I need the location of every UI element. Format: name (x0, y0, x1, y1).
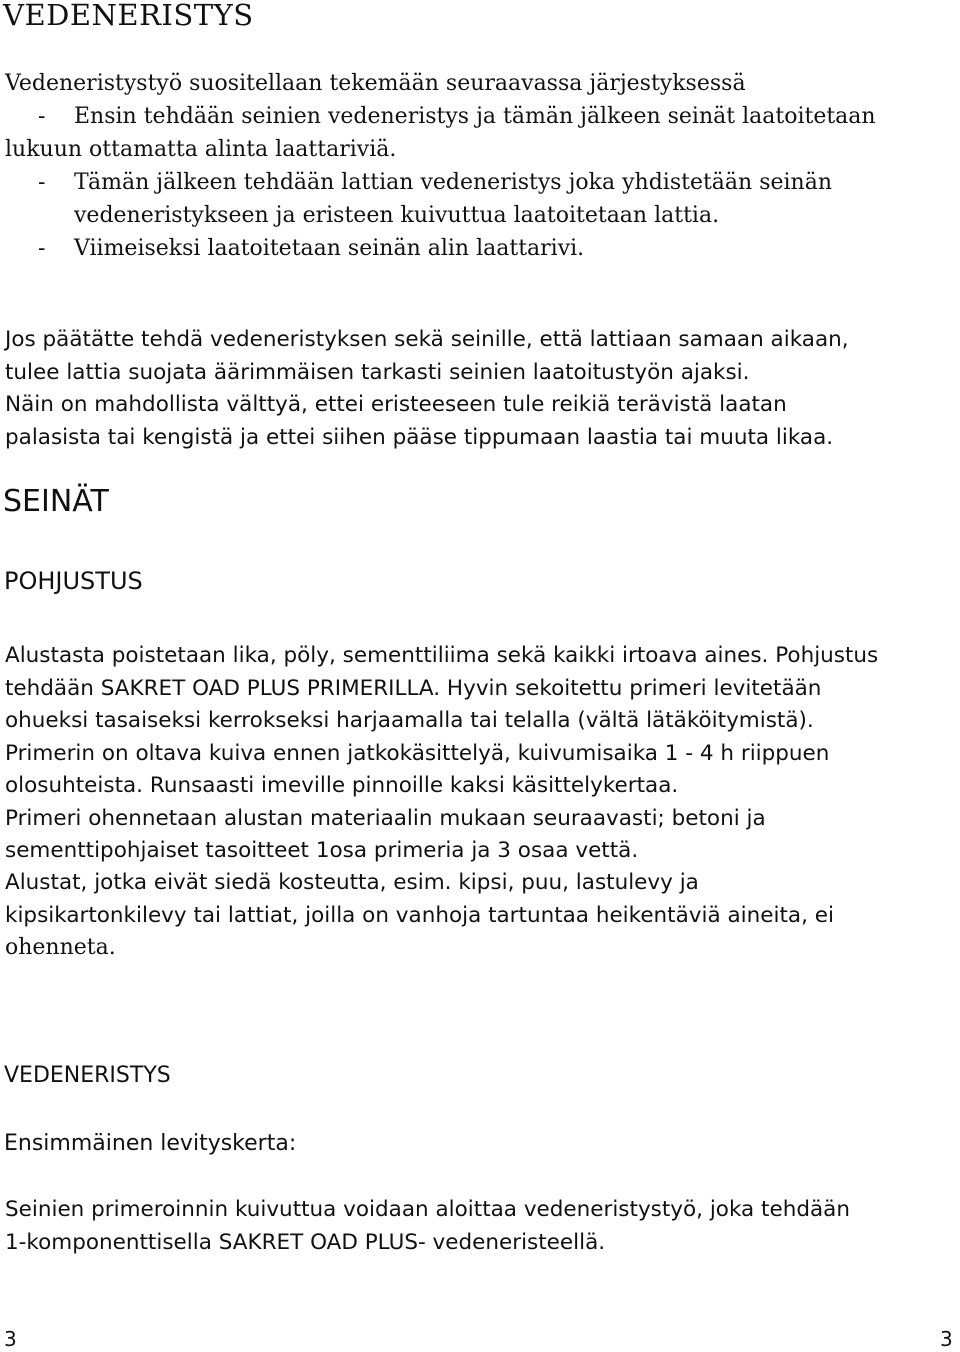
intro-line: Vedeneristystyö suositellaan tekemään seuraavassa järjestyksessä (5, 71, 746, 96)
paragraph-line: Primeri ohennetaan alustan materiaalin mukaan seuraavasti; betoni ja (5, 805, 766, 831)
list-dash: - (38, 104, 46, 129)
paragraph-line: Seinien primeroinnin kuivuttua voidaan aloittaa vedeneristystyö, joka tehdään (5, 1197, 850, 1222)
subsection-heading: Ensimmäinen levityskerta: (4, 1131, 297, 1156)
page-number-right: 3 (940, 1327, 953, 1351)
section-heading-seinat: SEINÄT (3, 484, 109, 519)
document-title: VEDENERISTYS (3, 0, 254, 32)
intro-list-item (38, 100, 876, 133)
intro-list-item (38, 166, 876, 199)
section-heading-pohjustus: POHJUSTUS (4, 567, 143, 595)
paragraph-line: ohueksi tasaiseksi kerrokseksi harjaamalla tai telalla (vältä lätäköitymistä). (5, 708, 814, 733)
paragraph-alustat (5, 867, 834, 965)
intro-item-text: Viimeiseksi laatoitetaan seinän alin laattarivi. (74, 236, 585, 261)
paragraph-levitys (5, 1194, 850, 1259)
paragraph-line: Primerin on oltava kuiva ennen jatkokäsittelyä, kuivumisaika 1 - 4 h riippuen (5, 740, 830, 766)
paragraph-line: Alustat, jotka eivät siedä kosteutta, esim. kipsi, puu, lastulevy ja (5, 870, 699, 895)
section-heading-vedeneristys: VEDENERISTYS (4, 1063, 171, 1088)
intro-list-item-continued (74, 199, 876, 232)
intro-item-text: vedeneristykseen ja eristeen kuivuttua laatoitetaan lattia. (74, 203, 720, 228)
paragraph-line: kipsikartonkilevy tai lattiat, joilla on vanhoja tartuntaa heikentäviä aineita, ei (5, 902, 834, 928)
paragraph-line: Alustasta poistetaan lika, pöly, sementtiliima sekä kaikki irtoava aines. Pohjustus (5, 643, 879, 668)
paragraph-line: 1-komponenttisella SAKRET OAD PLUS- vedeneristeellä. (5, 1229, 606, 1255)
list-dash: - (38, 170, 46, 195)
paragraph-line: palasista tai kengistä ja ettei siihen pääse tippumaan laastia tai muuta likaa. (5, 424, 834, 450)
paragraph-protection (5, 324, 849, 454)
intro-list (5, 100, 876, 265)
paragraph-line: sementtipohjaiset tasoitteet 1osa primeria ja 3 osaa vettä. (5, 838, 639, 863)
paragraph-line: Näin on mahdollista välttyä, ettei eristeeseen tule reikiä terävistä laatan (5, 392, 787, 417)
intro-item-text: Tämän jälkeen tehdään lattian vedeneristys joka yhdistetään seinän (74, 170, 833, 195)
list-dash: - (38, 236, 46, 261)
paragraph-line: Jos päätätte tehdä vedeneristyksen sekä seinille, että lattiaan samaan aikaan, (5, 327, 849, 352)
intro-item-text: Ensin tehdään seinien vedeneristys ja tämän jälkeen seinät laatoitetaan (74, 104, 876, 129)
intro-list-item-continued (5, 133, 876, 166)
intro-list-item (38, 232, 876, 265)
paragraph-line: tulee lattia suojata äärimmäisen tarkasti seinien laatoitustyön ajaksi. (5, 359, 750, 385)
intro-item-text: lukuun ottamatta alinta laattariviä. (5, 137, 397, 162)
paragraph-pohjustus (5, 640, 878, 868)
page-number-left: 3 (4, 1327, 17, 1351)
paragraph-line: tehdään SAKRET OAD PLUS PRIMERILLA. Hyvin sekoitettu primeri levitetään (5, 675, 822, 701)
paragraph-line: olosuhteista. Runsaasti imeville pinnoille kaksi käsittelykertaa. (5, 773, 679, 798)
paragraph-line: ohenneta. (5, 935, 116, 960)
